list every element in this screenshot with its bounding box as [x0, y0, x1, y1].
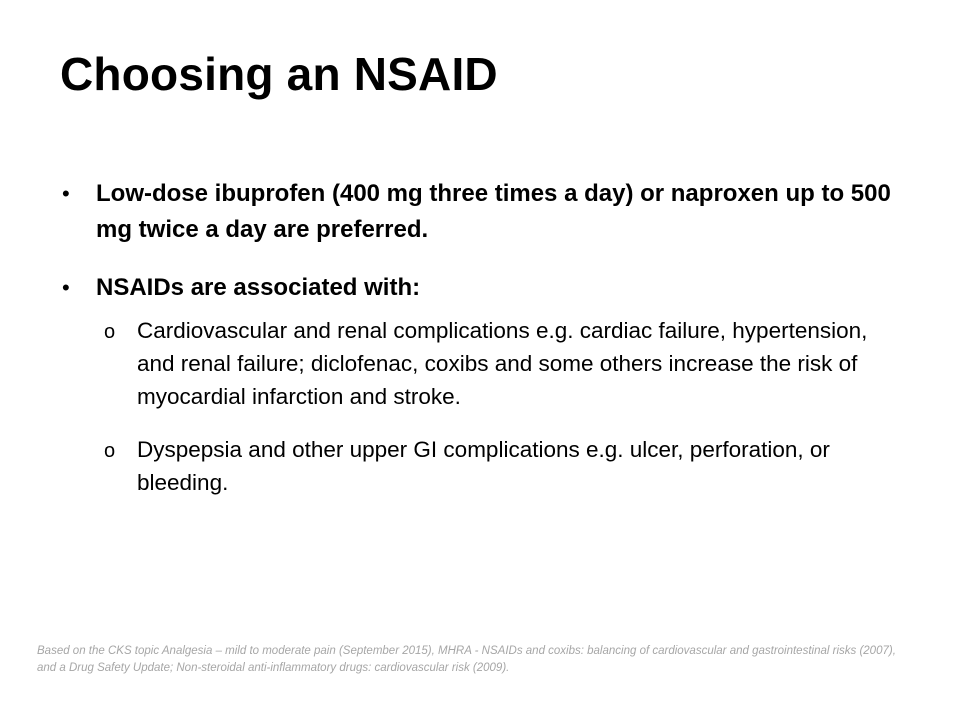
slide-title: Choosing an NSAID	[60, 48, 498, 100]
source-footnote: Based on the CKS topic Analgesia – mild to moderate pain (September 2015), MHRA - NSAIDs and coxibs: balancing of cardiovascular and gastrointestinal risks (2007), and a Drug Safety Update; Non-steroidal anti-inflammatory drugs: cardiovascular risk (2009).	[37, 645, 896, 674]
sub-item-cardiovascular-renal	[96, 314, 910, 413]
sub-bullet-list	[96, 314, 910, 499]
bullet-marker: •	[62, 275, 70, 300]
sub-bullet-text: Dyspepsia and other upper GI complications e.g. ulcer, perforation, or bleeding.	[137, 437, 830, 495]
sub-bullet-marker: o	[104, 440, 116, 462]
bullet-text: Low-dose ibuprofen (400 mg three times a day) or naproxen up to 500 mg twice a day are preferred.	[96, 180, 891, 243]
sub-bullet-marker: o	[104, 321, 116, 343]
bullet-item-preferred-nsaids	[60, 176, 910, 248]
bullet-marker: •	[62, 181, 70, 206]
sub-bullet-text: Cardiovascular and renal complications e.g. cardiac failure, hypertension, and renal failure; diclofenac, coxibs and some others increase the risk of myocardial infarction and stroke.	[137, 318, 868, 409]
sub-item-gi-complications	[96, 433, 910, 499]
bullet-list	[60, 176, 910, 521]
bullet-item-associations	[60, 270, 910, 499]
bullet-text: NSAIDs are associated with:	[96, 274, 421, 301]
